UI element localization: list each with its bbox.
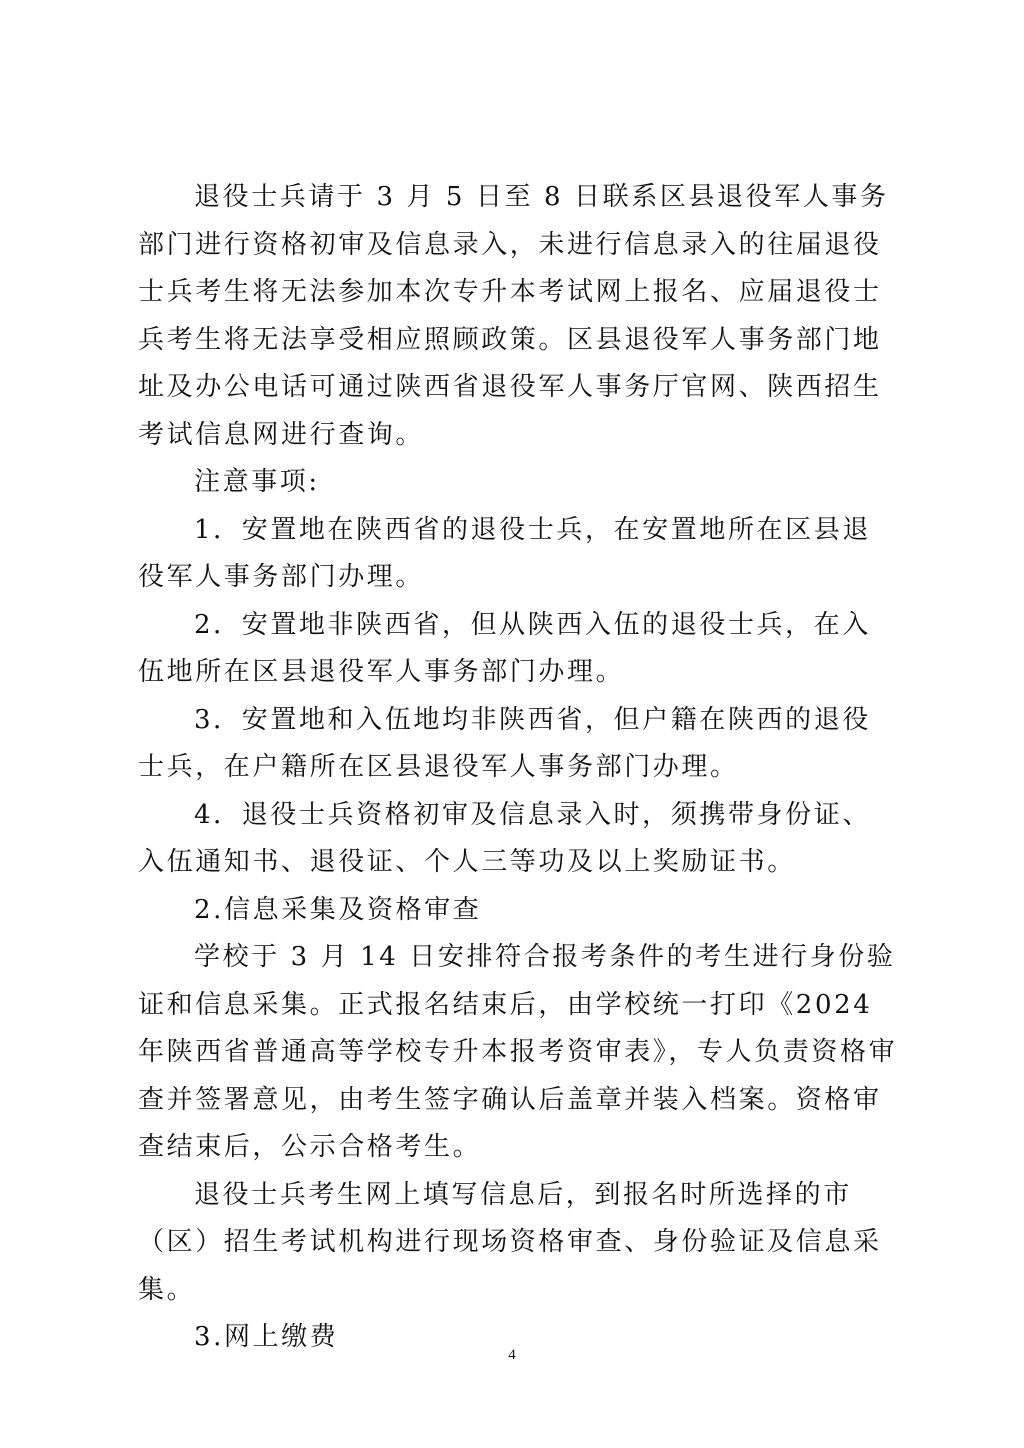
note-item-2: 2．安置地非陕西省，但从陕西入伍的退役士兵，在入伍地所在区县退役军人事务部门办理。 <box>138 609 871 687</box>
note-item-3: 3．安置地和入伍地均非陕西省，但户籍在陕西的退役士兵，在户籍所在区县退役军人事务部门办理。 <box>138 704 871 782</box>
paragraph-school-review: 学校于 3 月 14 日安排符合报考条件的考生进行身份验证和信息采集。正式报名结束后，由学校统一打印《2024 年陕西省普通高等学校专升本报考资审表》，专人负责资格审查并签署意见，由考生签字确认后盖章并装入档案。资格审查结束后，公示合格考生。 <box>138 942 898 1162</box>
paragraph-veteran-review: 退役士兵考生网上填写信息后，到报名时所选择的市（区）招生考试机构进行现场资格审查、身份验证及信息采集。 <box>138 1179 882 1305</box>
note-item-1: 1．安置地在陕西省的退役士兵，在安置地所在区县退役军人事务部门办理。 <box>138 514 871 592</box>
page-number: 4 <box>508 1347 516 1363</box>
section-heading-info-collection: 2.信息采集及资格审查 <box>194 894 482 925</box>
note-item-4: 4．退役士兵资格初审及信息录入时，须携带身份证、入伍通知书、退役证、个人三等功及以上奖励证书。 <box>138 799 871 877</box>
body-text <box>138 174 898 1362</box>
paragraph-registration-instructions: 退役士兵请于 3 月 5 日至 8 日联系区县退役军人事务部门进行资格初审及信息录入，未进行信息录入的往届退役士兵考生将无法参加本次专升本考试网上报名、应届退役士兵考生将无法享受相应照顾政策。区县退役军人事务部门地址及办公电话可通过陕西省退役军人事务厅官网、陕西招生考试信息网进行查询。 <box>138 182 889 450</box>
section-heading-online-payment: 3.网上缴费 <box>194 1322 339 1352</box>
notes-heading: 注意事项: <box>194 467 320 497</box>
